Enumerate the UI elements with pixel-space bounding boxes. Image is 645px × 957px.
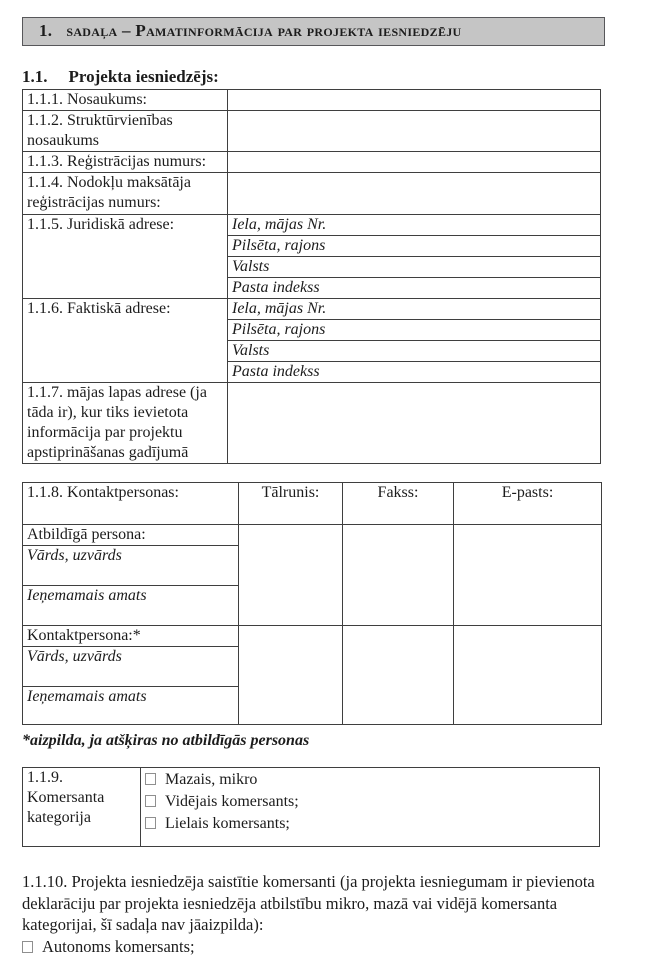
legal-address-street-cell[interactable] bbox=[228, 215, 601, 236]
responsible-name-cell[interactable] bbox=[23, 546, 239, 586]
contact-email-input-cell[interactable] bbox=[454, 626, 602, 725]
footnote: *aizpilda, ja atšķiras no atbildīgās personas bbox=[22, 732, 645, 750]
responsible-email-input-cell[interactable] bbox=[454, 525, 602, 626]
contacts-table bbox=[22, 482, 602, 725]
legal-address-country-cell[interactable] bbox=[228, 257, 601, 278]
checkbox-icon[interactable] bbox=[145, 817, 156, 829]
street-house-label: Iela, mājas Nr. bbox=[232, 300, 326, 317]
table-row bbox=[23, 215, 601, 236]
row-1-1-6-label: 1.1.6. Faktiskā adrese: bbox=[23, 299, 228, 383]
checkbox-icon[interactable] bbox=[145, 795, 156, 807]
table-row bbox=[23, 173, 601, 215]
row-1-1-4-input-cell[interactable] bbox=[228, 173, 601, 215]
row-1-1-1-input-cell[interactable] bbox=[228, 90, 601, 111]
row-1-1-2-input-cell[interactable] bbox=[228, 111, 601, 152]
name-surname-label: Vārds, uzvārds bbox=[27, 547, 122, 564]
contact-fax-input-cell[interactable] bbox=[343, 626, 454, 725]
row-1-1-3-input-cell[interactable] bbox=[228, 152, 601, 173]
responsible-phone-input-cell[interactable] bbox=[239, 525, 343, 626]
responsible-position-cell[interactable] bbox=[23, 586, 239, 626]
phone-column-header: Tālrunis: bbox=[239, 483, 343, 525]
table-row bbox=[23, 152, 601, 173]
city-district-label: Pilsēta, rajons bbox=[232, 321, 325, 338]
table-row bbox=[23, 483, 602, 525]
option-label: Lielais komersants; bbox=[165, 815, 290, 832]
merchant-category-options-cell bbox=[141, 768, 600, 847]
position-label: Ieņemamais amats bbox=[27, 587, 147, 604]
actual-address-city-cell[interactable] bbox=[228, 320, 601, 341]
related-merchants-text: 1.1.10. Projekta iesniedzēja saistītie komersanti (ja projekta iesniegumam ir pievienota deklarāciju par projekta iesniedzēja atbilstību mikro, mazā vai vidējā komersanta kategorijai, šī sadaļa nav jāaizpilda): bbox=[22, 871, 618, 936]
section-number: 1. bbox=[39, 21, 52, 40]
actual-address-postcode-cell[interactable] bbox=[228, 362, 601, 383]
street-house-label: Iela, mājas Nr. bbox=[232, 216, 326, 233]
actual-address-country-cell[interactable] bbox=[228, 341, 601, 362]
legal-address-city-cell[interactable] bbox=[228, 236, 601, 257]
country-label: Valsts bbox=[232, 342, 269, 359]
contacts-header-label: 1.1.8. Kontaktpersonas: bbox=[23, 483, 239, 525]
email-column-header: E-pasts: bbox=[454, 483, 602, 525]
table-row bbox=[23, 111, 601, 152]
table-row bbox=[23, 299, 601, 320]
option-small-micro bbox=[145, 768, 595, 790]
row-1-1-7-label: 1.1.7. mājas lapas adrese (ja tāda ir), kur tiks ievietota informācija par projektu apstiprināšanas gadījumā bbox=[23, 383, 228, 464]
responsible-person-label: Atbildīgā persona: bbox=[23, 525, 239, 546]
position-label: Ieņemamais amats bbox=[27, 688, 147, 705]
city-district-label: Pilsēta, rajons bbox=[232, 237, 325, 254]
option-medium bbox=[145, 790, 595, 812]
row-1-1-7-input-cell[interactable] bbox=[228, 383, 601, 464]
table-row bbox=[23, 768, 600, 847]
contact-person-label: Kontaktpersona:* bbox=[23, 626, 239, 647]
section-1-header-bar bbox=[22, 17, 605, 46]
responsible-fax-input-cell[interactable] bbox=[343, 525, 454, 626]
row-1-1-4-label: 1.1.4. Nodokļu maksātāja reģistrācijas numurs: bbox=[23, 173, 228, 215]
checkbox-icon[interactable] bbox=[22, 941, 33, 953]
row-1-1-3-label: 1.1.3. Reģistrācijas numurs: bbox=[23, 152, 228, 173]
name-surname-label: Vārds, uzvārds bbox=[27, 648, 122, 665]
legal-address-postcode-cell[interactable] bbox=[228, 278, 601, 299]
row-1-1-5-label: 1.1.5. Juridiskā adrese: bbox=[23, 215, 228, 299]
table-row bbox=[23, 90, 601, 111]
contact-phone-input-cell[interactable] bbox=[239, 626, 343, 725]
postal-code-label: Pasta indekss bbox=[232, 363, 320, 380]
country-label: Valsts bbox=[232, 258, 269, 275]
option-label: Mazais, mikro bbox=[165, 771, 257, 788]
subsection-title: Projekta iesniedzējs: bbox=[69, 67, 219, 86]
option-label: Autonoms komersants; bbox=[42, 937, 195, 956]
row-1-1-9-label: 1.1.9. Komersanta kategorija bbox=[23, 768, 141, 847]
postal-code-label: Pasta indekss bbox=[232, 279, 320, 296]
subsection-number: 1.1. bbox=[22, 67, 48, 86]
section-title: sadaļa – Pamatinformācija par projekta iesniedzēju bbox=[66, 21, 461, 40]
applicant-table bbox=[22, 89, 601, 464]
option-large bbox=[145, 812, 595, 834]
fax-column-header: Fakss: bbox=[343, 483, 454, 525]
row-1-1-2-label: 1.1.2. Struktūrvienības nosaukums bbox=[23, 111, 228, 152]
row-1-1-1-label: 1.1.1. Nosaukums: bbox=[23, 90, 228, 111]
contact-position-cell[interactable] bbox=[23, 687, 239, 725]
checkbox-icon[interactable] bbox=[145, 773, 156, 785]
subsection-heading bbox=[22, 67, 645, 87]
table-row bbox=[23, 626, 602, 647]
table-row bbox=[23, 383, 601, 464]
table-row bbox=[23, 525, 602, 546]
option-autonomous-merchant bbox=[22, 936, 618, 957]
option-label: Vidējais komersants; bbox=[165, 793, 299, 810]
merchant-category-table bbox=[22, 767, 600, 847]
actual-address-street-cell[interactable] bbox=[228, 299, 601, 320]
contact-name-cell[interactable] bbox=[23, 647, 239, 687]
